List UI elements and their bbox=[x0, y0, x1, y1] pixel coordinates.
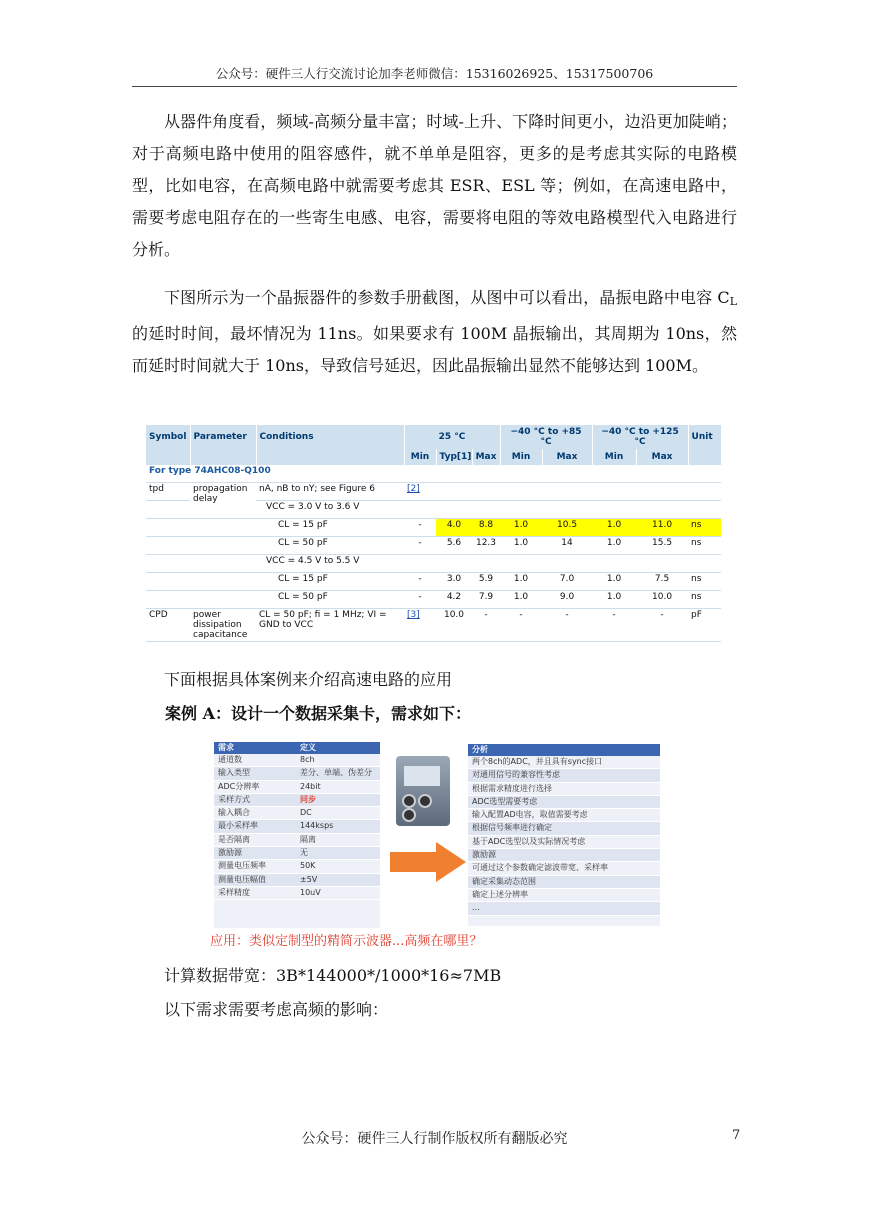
paragraph-component-view: 从器件角度看，频域-高频分量丰富；时域-上升、下降时间更小，边沿更加陡峭；对于高频电路中使用的阻容感件，就不单单是阻容，更多的是考虑其实际的电路模型，比如电容，在高频电路中就需要考虑其 ESR、ESL 等；例如，在高速电路中，需要考虑电阻存在的一些寄生电感、电容，需要将电阻的等效电路模型代入电路进行分析。 bbox=[132, 112, 737, 259]
paragraph-high-freq: 以下需求需要考虑高频的影响： bbox=[164, 1000, 389, 1019]
list-item: 两个8ch的ADC，并且具有sync接口 bbox=[468, 756, 660, 769]
list-item: ADC选型需要考虑 bbox=[468, 796, 660, 809]
para2-text-a: 下图所示为一个晶振器件的参数手册截图，从图中可以看出，晶振电路中电容 C bbox=[164, 288, 730, 307]
list-item: 确定上述分辨率 bbox=[468, 889, 660, 902]
req-header: 需求 bbox=[218, 743, 234, 752]
col-125c: −40 °C to +125 °C bbox=[592, 425, 688, 449]
ref-tpd[interactable]: [2] bbox=[404, 483, 436, 501]
paragraph-case-intro: 下面根据具体案例来介绍高速电路的应用 bbox=[164, 670, 453, 689]
list-item: 根据需求精度进行选择 bbox=[468, 783, 660, 796]
col-symbol: Symbol bbox=[146, 425, 190, 449]
paragraph-crystal-delay bbox=[132, 282, 737, 382]
list-item: 测量电压频率 50K bbox=[214, 860, 380, 873]
param-power-dissipation: power dissipation capacitance bbox=[190, 609, 256, 642]
cond-tpd: nA, nB to nY; see Figure 6 bbox=[259, 484, 376, 494]
list-item: 可通过这个参数确定滤波带宽、采样率 bbox=[468, 862, 660, 875]
list-item: 确定采集动态范围 bbox=[468, 876, 660, 889]
type-row: For type 74AHC08-Q100 bbox=[146, 465, 721, 483]
list-item: 激励源 无 bbox=[214, 847, 380, 860]
analysis-header: 分析 bbox=[468, 744, 660, 756]
list-item: 根据信号频率进行确定 bbox=[468, 822, 660, 835]
page-header: 公众号：硬件三人行交流讨论加李老师微信：15316026925、15317500706 bbox=[215, 66, 654, 81]
table-row: CPD power dissipation capacitance CL = 50 pF; fi = 1 MHz; VI = GND to VCC [3] 10.0 - - - - - pF bbox=[146, 609, 721, 642]
case-title: 案例 A：设计一个数据采集卡，需求如下： bbox=[165, 704, 471, 723]
case-figure bbox=[204, 732, 664, 948]
sub-min: Min bbox=[592, 449, 636, 465]
col-parameter: Parameter bbox=[190, 425, 256, 449]
sub-max: Max bbox=[472, 449, 500, 465]
col-unit: Unit bbox=[688, 425, 721, 449]
list-item: 测量电压幅值 ±5V bbox=[214, 874, 380, 887]
cond-vcc-1: VCC = 3.0 V to 3.6 V bbox=[256, 501, 404, 519]
col-25c: 25 °C bbox=[404, 425, 500, 449]
header-rule bbox=[132, 86, 737, 87]
table-row: CL = 50 pF - 5.6 12.3 1.0 14 1.0 15.5 ns bbox=[146, 537, 721, 555]
datasheet-table bbox=[146, 425, 721, 642]
list-item: 激励源 bbox=[468, 849, 660, 862]
sub-typ: Typ[1] bbox=[436, 449, 472, 465]
list-item: 采样精度 10uV bbox=[214, 887, 380, 900]
table-row: CL = 50 pF - 4.2 7.9 1.0 9.0 1.0 10.0 ns bbox=[146, 591, 721, 609]
list-item: 输入耦合 DC bbox=[214, 807, 380, 820]
col-85c: −40 °C to +85 °C bbox=[500, 425, 592, 449]
table-row: CL = 15 pF - 4.0 8.8 1.0 10.5 1.0 11.0 ns bbox=[146, 519, 721, 537]
paragraph-bandwidth: 计算数据带宽：3B*144000*/1000*16≈7MB bbox=[164, 966, 502, 985]
page-number: 7 bbox=[732, 1128, 741, 1143]
list-item: 采样方式 同步 bbox=[214, 794, 380, 807]
cond-vcc-2: VCC = 4.5 V to 5.5 V bbox=[256, 555, 404, 573]
sub-min: Min bbox=[404, 449, 436, 465]
figure-caption: 应用：类似定制型的精简示波器...高频在哪里？ bbox=[210, 934, 483, 949]
list-item: 对通用信号的兼容性考虑 bbox=[468, 769, 660, 782]
analysis-table bbox=[468, 744, 660, 926]
list-item: 最小采样率 144ksps bbox=[214, 820, 380, 833]
arrow-icon bbox=[390, 842, 466, 882]
requirements-table bbox=[214, 742, 380, 928]
list-item: ADC分辨率 24bit bbox=[214, 781, 380, 794]
page-footer: 公众号：硬件三人行制作版权所有翻版必究 bbox=[301, 1131, 568, 1147]
para2-subscript: L bbox=[729, 295, 737, 308]
list-item: 输入配置AD电容，取值需要考虑 bbox=[468, 809, 660, 822]
col-conditions: Conditions bbox=[256, 425, 404, 449]
para2-text-b: 的延时时间，最坏情况为 11ns。如果要求有 100M 晶振输出，其周期为 10ns，然而延时时间就大于 10ns，导致信号延迟，因此晶振输出显然不能够达到 100M。 bbox=[132, 324, 737, 375]
def-header: 定义 bbox=[300, 743, 316, 752]
list-item: 是否隔离 隔离 bbox=[214, 834, 380, 847]
list-item: 输入类型 差分、单端、伪差分 bbox=[214, 767, 380, 780]
cond-cpd: CL = 50 pF; fi = 1 MHz; VI = GND to VCC bbox=[256, 609, 404, 642]
sub-max: Max bbox=[636, 449, 688, 465]
list-item: ... bbox=[468, 902, 660, 915]
sub-max: Max bbox=[542, 449, 592, 465]
daq-device-image bbox=[396, 756, 450, 826]
table-row: CL = 15 pF - 3.0 5.9 1.0 7.0 1.0 7.5 ns bbox=[146, 573, 721, 591]
param-propagation-delay: propagation delay bbox=[190, 483, 256, 519]
list-item: 通道数 8ch bbox=[214, 754, 380, 767]
symbol-cpd: CPD bbox=[146, 609, 190, 642]
ref-cpd[interactable]: [3] bbox=[404, 609, 436, 642]
symbol-tpd: tpd bbox=[146, 483, 190, 501]
sub-min: Min bbox=[500, 449, 542, 465]
list-item: 基于ADC选型以及实际情况考虑 bbox=[468, 836, 660, 849]
